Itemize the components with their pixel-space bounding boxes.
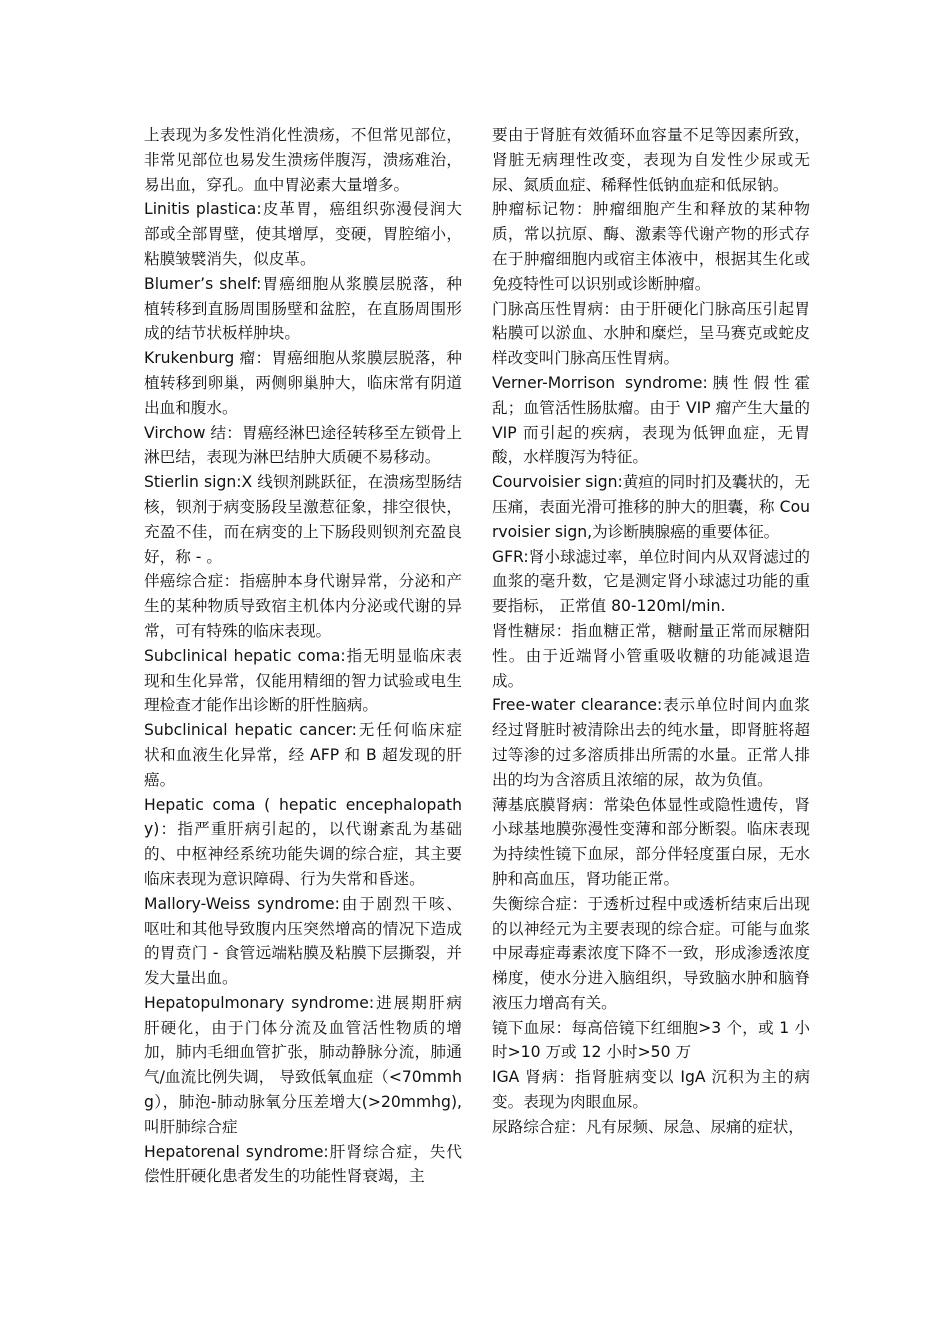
paragraph-hepatorenal-syndrome: Hepatorenal syndrome:肝肾综合症，失代偿性肝硬化患者发生的功能性肾衰竭，主	[144, 1142, 462, 1186]
paragraph-virchow-node: Virchow 结：胃癌经淋巴途径转移至左锁骨上淋巴结，表现为淋巴结肿大质硬不易移动。	[144, 423, 462, 467]
left-text-column	[144, 123, 462, 1189]
paragraph-stierlin-sign: Stierlin sign:X 线钡剂跳跃征，在溃疡型肠结核，钡剂于病变肠段呈激惹征象，排空很快，充盈不佳，而在病变的上下肠段则钡剂充盈良好，称 - 。	[144, 473, 462, 566]
paragraph-mallory-weiss: Mallory-Weiss syndrome:由于剧烈干咳、呕吐和其他导致腹内压突然增高的情况下造成的胃贲门 - 食管远端粘膜及粘膜下层撕裂，并发大量出血。	[144, 894, 462, 988]
paragraph-paraneoplastic-syndrome: 伴癌综合症：指癌肿本身代谢异常，分泌和产生的某种物质导致宿主机体内分泌或代谢的异常，可有特殊的临床表现。	[144, 572, 462, 640]
paragraph-disequilibrium-syndrome: 失衡综合症：于透析过程中或透析结束后出现的以神经元为主要表现的综合症。可能与血浆中尿毒症毒素浓度下降不一致，形成渗透浓度梯度，使水分进入脑组织，导致脑水肿和脑脊液压力增高有关。	[492, 894, 810, 1012]
paragraph-tumor-marker: 肿瘤标记物：肿瘤细胞产生和释放的某种物质，常以抗原、酶、激素等代谢产物的形式存在于肿瘤细胞内或宿主体液中，根据其生化或免疫特性可以识别或诊断肿瘤。	[492, 200, 810, 293]
paragraph-renal-glycosuria: 肾性糖尿：指血糖正常，糖耐量正常而尿糖阳性。由于近端肾小管重吸收糖的功能减退造成。	[492, 621, 810, 690]
paragraph-subclinical-hepatic-coma: Subclinical hepatic coma:指无明显临床表现和生化异常，仅能用精细的智力试验或电生理检查才能作出诊断的肝性脑病。	[144, 646, 462, 715]
right-text-column	[492, 123, 810, 1140]
paragraph-courvoisier-sign: Courvoisier sign:黄疸的同时扪及囊状的，无压痛，表面光滑可推移的肿大的胆囊，称 Courvoisier sign,为诊断胰腺癌的重要体征。	[492, 473, 810, 541]
paragraph-hepatic-coma: Hepatic coma ( hepatic encephalopathy)：指严重肝病引起的，以代谢紊乱为基础的、中枢神经系统功能失调的综合症，其主要临床表现为意识障碍、行为失常和昏迷。	[144, 795, 462, 888]
paragraph-krukenburg: Krukenburg 瘤：胃癌细胞从浆膜层脱落，种植转移到卵巢，两侧卵巢肿大，临床常有阴道出血和腹水。	[144, 349, 462, 417]
paragraph-hepatopulmonary-syndrome: Hepatopulmonary syndrome:进展期肝病肝硬化，由于门体分流及血管活性物质的增加，肺内毛细血管扩张，肺动静脉分流，肺通气/血流比例失调， 导致低氧血症（<70mmhg），肺泡-肺动脉氧分压差增大(>20mmhg),叫肝肺综合症	[144, 993, 462, 1136]
paragraph-verner-morrison: Verner-Morrison syndrome:胰性假性霍乱；血管活性肠肽瘤。由于 VIP 瘤产生大量的 VIP 而引起的疾病，表现为低钾血症，无胃酸，水样腹泻为特征。	[492, 373, 810, 467]
paragraph-blumers-shelf: Blumer’s shelf:胃癌细胞从浆膜层脱落，种植转移到直肠周围肠壁和盆腔，在直肠周围形成的结节状板样肿块。	[144, 274, 462, 343]
paragraph-hepatorenal-continued: 要由于肾脏有效循环血容量不足等因素所致，肾脏无病理性改变，表现为自发性少尿或无尿、氮质血症、稀释性低钠血症和低尿钠。	[492, 126, 810, 194]
paragraph-gfr: GFR:肾小球滤过率，单位时间内从双肾滤过的血浆的毫升数，它是测定肾小球滤过功能的重要指标， 正常值 80-120ml/min.	[492, 547, 810, 616]
paragraph-linitis-plastica: Linitis plastica:皮革胃，癌组织弥漫侵润大部或全部胃壁，使其增厚，变硬，胃腔缩小，粘膜皱襞消失，似皮革。	[144, 200, 462, 268]
paragraph-thin-basement-membrane: 薄基底膜肾病：常染色体显性或隐性遗传，肾小球基地膜弥漫性变薄和部分断裂。临床表现为持续性镜下血尿，部分伴轻度蛋白尿，无水肿和高血压，肾功能正常。	[492, 795, 810, 888]
paragraph-urethral-syndrome: 尿路综合症：凡有尿频、尿急、尿痛的症状，	[492, 1117, 804, 1136]
paragraph-subclinical-hepatic-cancer: Subclinical hepatic cancer:无任何临床症状和血液生化异常，经 AFP 和 B 超发现的肝癌。	[144, 721, 462, 789]
paragraph-iga-nephropathy: IGA 肾病：指肾脏病变以 IgA 沉积为主的病变。表现为肉眼血尿。	[492, 1068, 810, 1112]
paragraph-gastrinoma-continued: 上表现为多发性消化性溃疡，不但常见部位，非常见部位也易发生溃疡伴腹泻，溃疡难治，易出血，穿孔。血中胃泌素大量增多。	[144, 126, 462, 194]
paragraph-portal-hypertensive-gastropathy: 门脉高压性胃病：由于肝硬化门脉高压引起胃粘膜可以淤血、水肿和糜烂，呈马赛克或蛇皮样改变叫门脉高压性胃病。	[492, 299, 810, 368]
paragraph-free-water-clearance: Free-water clearance:表示单位时间内血浆经过肾脏时被清除出去的纯水量，即肾脏将超过等渗的过多溶质排出所需的水量。正常人排出的均为含溶质且浓缩的尿，故为负值。	[492, 696, 810, 789]
paragraph-microscopic-hematuria: 镜下血尿：每高倍镜下红细胞>3 个，或 1 小时>10 万或 12 小时>50 万	[492, 1018, 810, 1062]
